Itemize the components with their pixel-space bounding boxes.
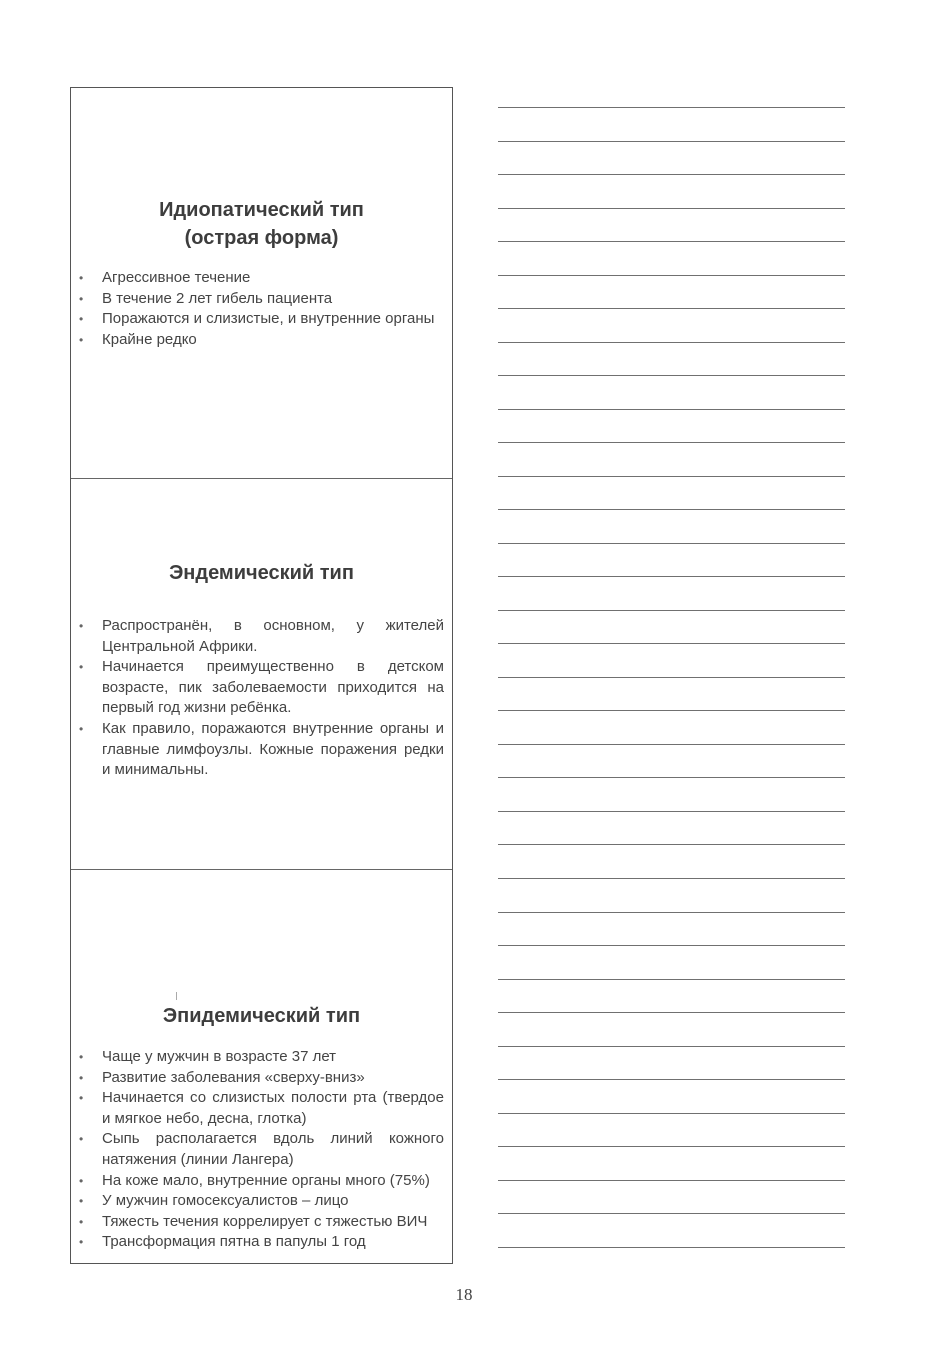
note-line bbox=[498, 275, 845, 276]
stray-mark bbox=[176, 992, 177, 1000]
note-line bbox=[498, 1180, 845, 1181]
bullet-list bbox=[79, 616, 444, 781]
note-line bbox=[498, 945, 845, 946]
note-line bbox=[498, 141, 845, 142]
bullet-list bbox=[79, 1047, 444, 1253]
slide-title: Эпидемический тип bbox=[162, 1005, 361, 1027]
bullet-item: • В течение 2 лет гибель пациента bbox=[79, 289, 444, 310]
note-line bbox=[498, 710, 845, 711]
note-line bbox=[498, 744, 845, 745]
note-line bbox=[498, 1213, 845, 1214]
note-line bbox=[498, 342, 845, 343]
bullet-item: • Начинается преимущественно в детском возрасте, пик заболеваемости приходится на первый год жизни ребёнка. bbox=[79, 657, 444, 719]
note-line bbox=[498, 1247, 845, 1248]
note-line bbox=[498, 878, 845, 879]
slide-endemic-type bbox=[71, 479, 452, 870]
note-line bbox=[498, 912, 845, 913]
note-line bbox=[498, 1046, 845, 1047]
slide-title bbox=[71, 196, 452, 252]
note-line bbox=[498, 610, 845, 611]
slide-title-line2: (острая форма) bbox=[184, 227, 339, 249]
slide-idiopathic-type bbox=[71, 88, 452, 479]
bullet-item: • У мужчин гомосексуалистов – лицо bbox=[79, 1191, 444, 1212]
note-line bbox=[498, 409, 845, 410]
bullet-item: • На коже мало, внутренние органы много (75%) bbox=[79, 1171, 444, 1192]
note-line bbox=[498, 677, 845, 678]
slide-epidemic-type bbox=[71, 870, 452, 1263]
note-line bbox=[498, 1146, 845, 1147]
bullet-item: • Начинается со слизистых полости рта (твердое и мягкое небо, десна, глотка) bbox=[79, 1088, 444, 1129]
page-number: 18 bbox=[455, 1285, 473, 1304]
bullet-item: • Агрессивное течение bbox=[79, 268, 444, 289]
note-line bbox=[498, 208, 845, 209]
note-line bbox=[498, 1012, 845, 1013]
note-line bbox=[498, 979, 845, 980]
slides-panel bbox=[70, 87, 453, 1264]
slide-title-line1: Идиопатический тип bbox=[159, 199, 364, 221]
note-line bbox=[498, 442, 845, 443]
notes-lines-area bbox=[498, 0, 845, 1300]
bullet-item: • Распространён, в основном, у жителей Центральной Африки. bbox=[79, 616, 444, 657]
note-line bbox=[498, 509, 845, 510]
slide-title: Эндемический тип bbox=[169, 562, 354, 584]
note-line bbox=[498, 643, 845, 644]
note-line bbox=[498, 811, 845, 812]
bullet-item: • Чаще у мужчин в возрасте 37 лет bbox=[79, 1047, 444, 1068]
note-line bbox=[498, 241, 845, 242]
note-line bbox=[498, 375, 845, 376]
note-line bbox=[498, 1113, 845, 1114]
bullet-item: • Как правило, поражаются внутренние органы и главные лимфоузлы. Кожные поражения редки и минимальны. bbox=[79, 719, 444, 781]
bullet-item: • Крайне редко bbox=[79, 330, 444, 351]
note-line bbox=[498, 107, 845, 108]
bullet-list bbox=[79, 268, 444, 350]
bullet-item: • Развитие заболевания «сверху-вниз» bbox=[79, 1068, 444, 1089]
bullet-item: • Поражаются и слизистые, и внутренние органы bbox=[79, 309, 444, 330]
note-line bbox=[498, 174, 845, 175]
note-line bbox=[498, 844, 845, 845]
bullet-item: • Сыпь располагается вдоль линий кожного натяжения (линии Лангера) bbox=[79, 1129, 444, 1170]
bullet-item: • Тяжесть течения коррелирует с тяжестью ВИЧ bbox=[79, 1212, 444, 1233]
bullet-item: • Трансформация пятна в папулы 1 год bbox=[79, 1232, 444, 1253]
note-line bbox=[498, 1079, 845, 1080]
note-line bbox=[498, 576, 845, 577]
note-line bbox=[498, 476, 845, 477]
note-line bbox=[498, 543, 845, 544]
note-line bbox=[498, 308, 845, 309]
note-line bbox=[498, 777, 845, 778]
